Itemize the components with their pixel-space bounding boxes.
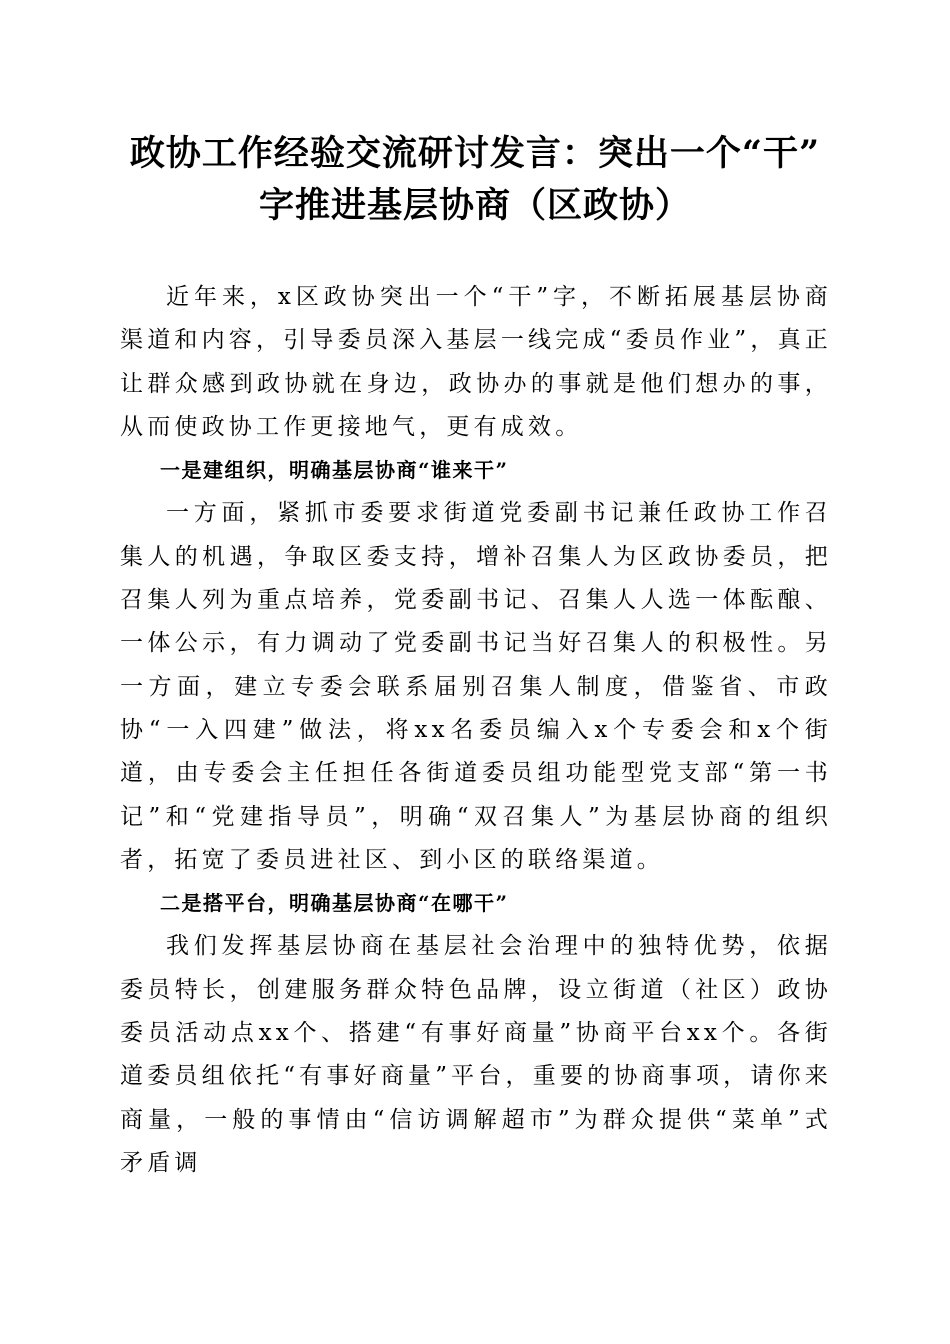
section-heading-1: 一是建组织，明确基层协商“谁来干” xyxy=(160,458,509,483)
section-1-paragraph: 一方面，紧抓市委要求街道党委副书记兼任政协工作召集人的机遇，争取区委支持，增补召集人为区政协委员，把召集人列为重点培养，党委副书记、召集人人选一体酝酿、一体公示，有力调动了党委副书记当好召集人的积极性。另一方面，建立专委会联系届别召集人制度，借鉴省、市政协“一入四建”做法，将xx名委员编入x个专委会和x个街道，由专委会主任担任各街道委员组功能型党支部“第一书记”和“党建指导员”，明确“双召集人”为基层协商的组织者，拓宽了委员进社区、到小区的联络渠道。 xyxy=(120,500,832,873)
title-line-2: 字推进基层协商（区政协） xyxy=(258,185,691,226)
section-2-paragraph: 我们发挥基层协商在基层社会治理中的独特优势，依据委员特长，创建服务群众特色品牌，设立街道（社区）政协委员活动点xx个、搭建“有事好商量”协商平台xx个。各街道委员组依托“有事好商量”平台，重要的协商事项，请你来商量，一般的事情由“信访调解超市”为群众提供“菜单”式矛盾调 xyxy=(120,933,832,1176)
intro-paragraph: 近年来，x区政协突出一个“干”字，不断拓展基层协商渠道和内容，引导委员深入基层一线完成“委员作业”，真正让群众感到政协就在身边，政协办的事就是他们想办的事，从而使政协工作更接地气，更有成效。 xyxy=(120,284,832,440)
title-line-1: 政协工作经验交流研讨发言：突出一个“干” xyxy=(129,133,821,174)
document-body xyxy=(120,276,832,1185)
section-heading-2: 二是搭平台，明确基层协商“在哪干” xyxy=(160,891,509,916)
document-title xyxy=(100,128,850,232)
